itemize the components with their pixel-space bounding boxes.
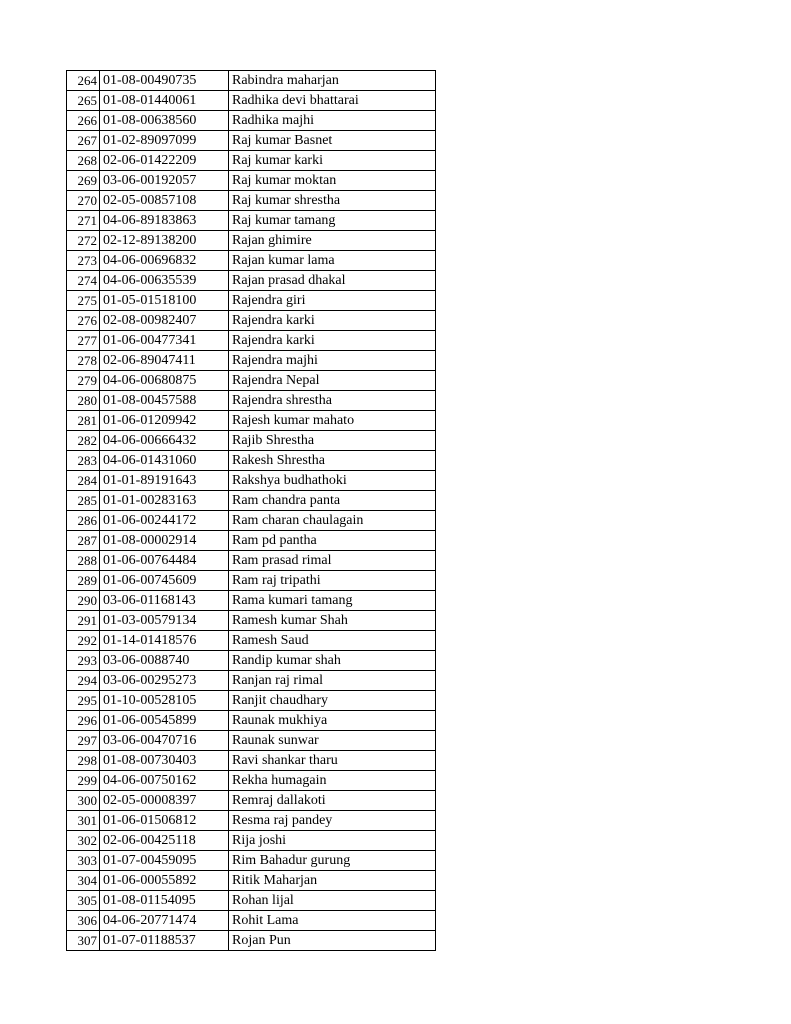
record-code-cell: 01-06-00055892 bbox=[100, 871, 229, 891]
person-name-cell: Rajendra giri bbox=[229, 291, 436, 311]
person-name-cell: Ram raj tripathi bbox=[229, 571, 436, 591]
record-code-cell: 02-06-01422209 bbox=[100, 151, 229, 171]
record-code-cell: 01-10-00528105 bbox=[100, 691, 229, 711]
person-name-cell: Rajib Shrestha bbox=[229, 431, 436, 451]
serial-number-cell: 266 bbox=[67, 111, 100, 131]
table-row bbox=[67, 191, 436, 211]
serial-number-cell: 288 bbox=[67, 551, 100, 571]
table-row bbox=[67, 711, 436, 731]
serial-number-cell: 301 bbox=[67, 811, 100, 831]
table-row bbox=[67, 891, 436, 911]
serial-number-cell: 304 bbox=[67, 871, 100, 891]
serial-number-cell: 285 bbox=[67, 491, 100, 511]
table-row bbox=[67, 71, 436, 91]
serial-number-cell: 268 bbox=[67, 151, 100, 171]
serial-number-cell: 264 bbox=[67, 71, 100, 91]
table-row bbox=[67, 91, 436, 111]
table-row bbox=[67, 391, 436, 411]
person-name-cell: Remraj dallakoti bbox=[229, 791, 436, 811]
person-name-cell: Rabindra maharjan bbox=[229, 71, 436, 91]
record-code-cell: 01-07-01188537 bbox=[100, 931, 229, 951]
table-row bbox=[67, 151, 436, 171]
record-code-cell: 02-06-00425118 bbox=[100, 831, 229, 851]
record-code-cell: 01-01-00283163 bbox=[100, 491, 229, 511]
table-row bbox=[67, 311, 436, 331]
serial-number-cell: 265 bbox=[67, 91, 100, 111]
table-row bbox=[67, 491, 436, 511]
serial-number-cell: 293 bbox=[67, 651, 100, 671]
person-name-cell: Radhika majhi bbox=[229, 111, 436, 131]
table-row bbox=[67, 371, 436, 391]
record-code-cell: 01-06-00244172 bbox=[100, 511, 229, 531]
person-name-cell: Rohit Lama bbox=[229, 911, 436, 931]
table-row bbox=[67, 551, 436, 571]
serial-number-cell: 283 bbox=[67, 451, 100, 471]
person-name-cell: Raj kumar moktan bbox=[229, 171, 436, 191]
serial-number-cell: 269 bbox=[67, 171, 100, 191]
record-code-cell: 01-08-00002914 bbox=[100, 531, 229, 551]
serial-number-cell: 298 bbox=[67, 751, 100, 771]
table-row bbox=[67, 231, 436, 251]
record-code-cell: 01-06-00745609 bbox=[100, 571, 229, 591]
person-name-cell: Ram chandra panta bbox=[229, 491, 436, 511]
record-code-cell: 01-14-01418576 bbox=[100, 631, 229, 651]
person-name-cell: Rajan ghimire bbox=[229, 231, 436, 251]
record-code-cell: 01-02-89097099 bbox=[100, 131, 229, 151]
table-row bbox=[67, 851, 436, 871]
record-code-cell: 01-03-00579134 bbox=[100, 611, 229, 631]
table-row bbox=[67, 431, 436, 451]
record-code-cell: 01-06-01506812 bbox=[100, 811, 229, 831]
table-row bbox=[67, 671, 436, 691]
table-row bbox=[67, 571, 436, 591]
record-code-cell: 04-06-89183863 bbox=[100, 211, 229, 231]
record-code-cell: 01-06-00764484 bbox=[100, 551, 229, 571]
serial-number-cell: 292 bbox=[67, 631, 100, 651]
record-code-cell: 04-06-00696832 bbox=[100, 251, 229, 271]
serial-number-cell: 276 bbox=[67, 311, 100, 331]
table-row bbox=[67, 131, 436, 151]
table-row bbox=[67, 731, 436, 751]
person-name-cell: Raj kumar Basnet bbox=[229, 131, 436, 151]
serial-number-cell: 290 bbox=[67, 591, 100, 611]
person-name-cell: Randip kumar shah bbox=[229, 651, 436, 671]
serial-number-cell: 287 bbox=[67, 531, 100, 551]
serial-number-cell: 270 bbox=[67, 191, 100, 211]
person-name-cell: Ravi shankar tharu bbox=[229, 751, 436, 771]
person-name-cell: Rakesh Shrestha bbox=[229, 451, 436, 471]
record-code-cell: 03-06-0088740 bbox=[100, 651, 229, 671]
person-name-cell: Ram prasad rimal bbox=[229, 551, 436, 571]
table-row bbox=[67, 771, 436, 791]
person-name-cell: Rajan prasad dhakal bbox=[229, 271, 436, 291]
person-name-cell: Raj kumar tamang bbox=[229, 211, 436, 231]
record-code-cell: 01-08-00638560 bbox=[100, 111, 229, 131]
serial-number-cell: 278 bbox=[67, 351, 100, 371]
record-code-cell: 02-08-00982407 bbox=[100, 311, 229, 331]
table-row bbox=[67, 471, 436, 491]
record-code-cell: 04-06-00666432 bbox=[100, 431, 229, 451]
record-code-cell: 03-06-00470716 bbox=[100, 731, 229, 751]
person-name-cell: Rajendra karki bbox=[229, 311, 436, 331]
serial-number-cell: 299 bbox=[67, 771, 100, 791]
table-row bbox=[67, 831, 436, 851]
records-table-body bbox=[67, 71, 436, 951]
table-row bbox=[67, 791, 436, 811]
table-row bbox=[67, 251, 436, 271]
record-code-cell: 03-06-00295273 bbox=[100, 671, 229, 691]
person-name-cell: Rohan lijal bbox=[229, 891, 436, 911]
record-code-cell: 04-06-00680875 bbox=[100, 371, 229, 391]
person-name-cell: Raj kumar karki bbox=[229, 151, 436, 171]
table-row bbox=[67, 911, 436, 931]
serial-number-cell: 300 bbox=[67, 791, 100, 811]
table-row bbox=[67, 211, 436, 231]
person-name-cell: Rajendra Nepal bbox=[229, 371, 436, 391]
table-row bbox=[67, 531, 436, 551]
person-name-cell: Ram pd pantha bbox=[229, 531, 436, 551]
serial-number-cell: 282 bbox=[67, 431, 100, 451]
record-code-cell: 01-06-00545899 bbox=[100, 711, 229, 731]
table-row bbox=[67, 611, 436, 631]
table-row bbox=[67, 931, 436, 951]
serial-number-cell: 281 bbox=[67, 411, 100, 431]
table-row bbox=[67, 111, 436, 131]
serial-number-cell: 289 bbox=[67, 571, 100, 591]
record-code-cell: 01-07-00459095 bbox=[100, 851, 229, 871]
person-name-cell: Ranjan raj rimal bbox=[229, 671, 436, 691]
person-name-cell: Ritik Maharjan bbox=[229, 871, 436, 891]
record-code-cell: 03-06-00192057 bbox=[100, 171, 229, 191]
table-row bbox=[67, 691, 436, 711]
serial-number-cell: 284 bbox=[67, 471, 100, 491]
table-row bbox=[67, 871, 436, 891]
person-name-cell: Rama kumari tamang bbox=[229, 591, 436, 611]
serial-number-cell: 303 bbox=[67, 851, 100, 871]
serial-number-cell: 274 bbox=[67, 271, 100, 291]
person-name-cell: Rakshya budhathoki bbox=[229, 471, 436, 491]
table-row bbox=[67, 651, 436, 671]
person-name-cell: Raj kumar shrestha bbox=[229, 191, 436, 211]
serial-number-cell: 297 bbox=[67, 731, 100, 751]
person-name-cell: Rajendra karki bbox=[229, 331, 436, 351]
record-code-cell: 02-05-00857108 bbox=[100, 191, 229, 211]
table-row bbox=[67, 511, 436, 531]
person-name-cell: Rim Bahadur gurung bbox=[229, 851, 436, 871]
record-code-cell: 01-08-01440061 bbox=[100, 91, 229, 111]
table-row bbox=[67, 451, 436, 471]
record-code-cell: 01-08-00490735 bbox=[100, 71, 229, 91]
serial-number-cell: 286 bbox=[67, 511, 100, 531]
person-name-cell: Rekha humagain bbox=[229, 771, 436, 791]
record-code-cell: 01-06-01209942 bbox=[100, 411, 229, 431]
table-row bbox=[67, 591, 436, 611]
table-row bbox=[67, 331, 436, 351]
person-name-cell: Rajendra shrestha bbox=[229, 391, 436, 411]
serial-number-cell: 294 bbox=[67, 671, 100, 691]
record-code-cell: 01-08-01154095 bbox=[100, 891, 229, 911]
records-table bbox=[66, 70, 436, 951]
table-row bbox=[67, 411, 436, 431]
person-name-cell: Resma raj pandey bbox=[229, 811, 436, 831]
serial-number-cell: 306 bbox=[67, 911, 100, 931]
person-name-cell: Ramesh kumar Shah bbox=[229, 611, 436, 631]
person-name-cell: Raunak mukhiya bbox=[229, 711, 436, 731]
serial-number-cell: 275 bbox=[67, 291, 100, 311]
record-code-cell: 04-06-01431060 bbox=[100, 451, 229, 471]
record-code-cell: 02-12-89138200 bbox=[100, 231, 229, 251]
person-name-cell: Raunak sunwar bbox=[229, 731, 436, 751]
record-code-cell: 01-08-00457588 bbox=[100, 391, 229, 411]
table-row bbox=[67, 811, 436, 831]
record-code-cell: 01-08-00730403 bbox=[100, 751, 229, 771]
serial-number-cell: 291 bbox=[67, 611, 100, 631]
serial-number-cell: 295 bbox=[67, 691, 100, 711]
person-name-cell: Rojan Pun bbox=[229, 931, 436, 951]
person-name-cell: Radhika devi bhattarai bbox=[229, 91, 436, 111]
serial-number-cell: 267 bbox=[67, 131, 100, 151]
serial-number-cell: 307 bbox=[67, 931, 100, 951]
table-row bbox=[67, 351, 436, 371]
serial-number-cell: 279 bbox=[67, 371, 100, 391]
serial-number-cell: 296 bbox=[67, 711, 100, 731]
record-code-cell: 04-06-00750162 bbox=[100, 771, 229, 791]
person-name-cell: Ram charan chaulagain bbox=[229, 511, 436, 531]
record-code-cell: 04-06-20771474 bbox=[100, 911, 229, 931]
person-name-cell: Rajan kumar lama bbox=[229, 251, 436, 271]
serial-number-cell: 277 bbox=[67, 331, 100, 351]
person-name-cell: Rajendra majhi bbox=[229, 351, 436, 371]
person-name-cell: Ramesh Saud bbox=[229, 631, 436, 651]
table-row bbox=[67, 171, 436, 191]
record-code-cell: 02-05-00008397 bbox=[100, 791, 229, 811]
record-code-cell: 01-06-00477341 bbox=[100, 331, 229, 351]
table-row bbox=[67, 631, 436, 651]
serial-number-cell: 302 bbox=[67, 831, 100, 851]
table-row bbox=[67, 271, 436, 291]
serial-number-cell: 272 bbox=[67, 231, 100, 251]
record-code-cell: 01-05-01518100 bbox=[100, 291, 229, 311]
serial-number-cell: 305 bbox=[67, 891, 100, 911]
table-row bbox=[67, 291, 436, 311]
record-code-cell: 01-01-89191643 bbox=[100, 471, 229, 491]
record-code-cell: 02-06-89047411 bbox=[100, 351, 229, 371]
serial-number-cell: 273 bbox=[67, 251, 100, 271]
person-name-cell: Ranjit chaudhary bbox=[229, 691, 436, 711]
table-row bbox=[67, 751, 436, 771]
record-code-cell: 03-06-01168143 bbox=[100, 591, 229, 611]
person-name-cell: Rija joshi bbox=[229, 831, 436, 851]
serial-number-cell: 271 bbox=[67, 211, 100, 231]
record-code-cell: 04-06-00635539 bbox=[100, 271, 229, 291]
person-name-cell: Rajesh kumar mahato bbox=[229, 411, 436, 431]
serial-number-cell: 280 bbox=[67, 391, 100, 411]
